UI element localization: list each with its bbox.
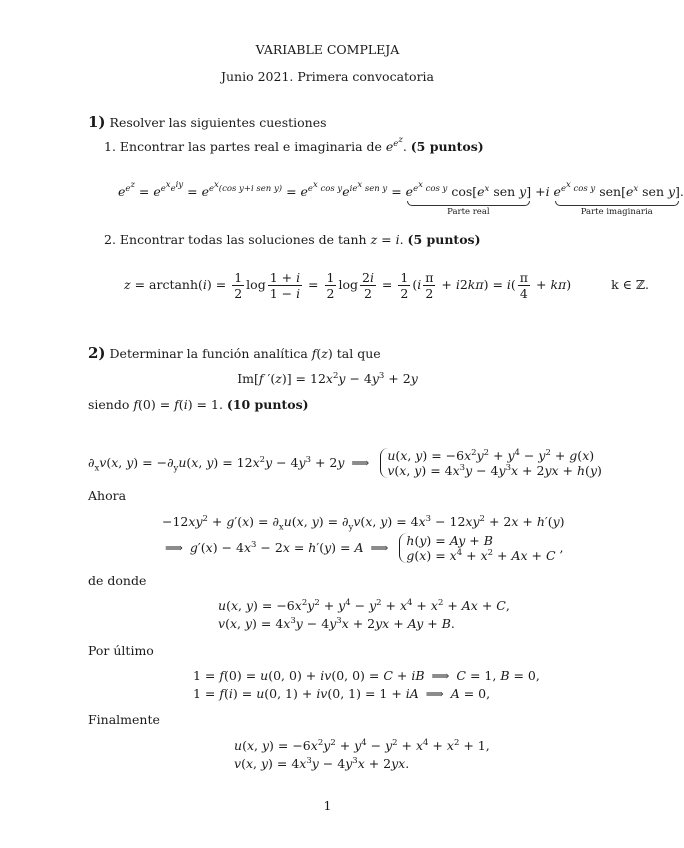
equation-im-condition: Im[f $'(z)] = 12x^2y - 4y^3 + 2y$ <box>237 370 418 386</box>
section-1-text: Resolver las siguientes cuestiones <box>109 115 327 130</box>
question-1-2: 2. Encontrar todas las soluciones de tanh z = i. (5 puntos) <box>104 232 481 247</box>
section-1-number: 1) <box>88 113 106 131</box>
equation-1-1: $e^{e^z} = e^{e^xe^{iy}} = e^{e^x(cos y+i sen y)} = e^{e^x cos y}e^{ie^x sen y} = e^{e^x cos y}$ $\cos[e^x$ sen y] Parte real +i $e^{e^x cos y}$ $sen[e^x$ sen y] Parte imaginaria . <box>118 180 684 217</box>
imaginary-part-label: Parte imaginaria <box>580 207 653 217</box>
label-de-donde: de donde <box>88 573 147 588</box>
section-2-number: 2) <box>88 344 106 362</box>
system-hg: h(y) = Ay + B $g(x) = x^4 + x^2 + Ax + C$ <box>399 533 555 563</box>
label-ahora: Ahora <box>88 488 127 503</box>
section-2-text-tail: tal que <box>336 346 381 361</box>
equation-f0: 1 = f(0) = u(0, 0) + iv(0, 0) = C + iB ⟹ C = 1, B = 0, <box>193 668 540 683</box>
section-2-heading: 2) Determinar la función analítica f(z) tal que <box>88 344 381 362</box>
equation-v-final: v(x, $y) = 4x^3y - 4y^3x + 2yx$. <box>234 755 410 771</box>
section-2-points: (10 puntos) <box>226 397 309 412</box>
label-por-ultimo: Por último <box>88 643 154 658</box>
label-finalmente: Finalmente <box>88 712 160 727</box>
solution-set: k ∈ ℤ. <box>611 277 649 292</box>
section-2-text: Determinar la función analítica <box>109 346 308 361</box>
equation-ahora-2: ⟹ $g'(x) - 4x^3 - 2x = h'(y) = A$ ⟹ h(y) = Ay + B $g(x) = x^4 + x^2 + Ax + C$ , <box>165 533 564 563</box>
document-title: VARIABLE COMPLEJA <box>255 42 400 57</box>
document-subtitle: Junio 2021. Primera convocatoria <box>221 69 434 84</box>
question-1-1-points: (5 puntos) <box>410 139 484 154</box>
question-1-2-text: 2. Encontrar todas las soluciones de tanh <box>104 232 367 247</box>
question-1-2-points: (5 puntos) <box>407 232 481 247</box>
question-1-1-text: 1. Encontrar las partes real e imaginaria de <box>104 139 382 154</box>
condition-line: siendo f(0) = f(i) = 1. (10 puntos) <box>88 397 309 412</box>
real-part-label: Parte real <box>447 207 490 217</box>
equation-cauchy-riemann: $\partial_xv(x$, $y) = -\partial_yu(x$, $y) = 12x^2y - 4y^3 + 2y$ ⟹ u(x, $y) = -6x^2y^2 + y^4 - y^2 + g(x)$ v(x, $y) = 4x^3y - 4y^3x + 2yx + h(y)$ <box>88 447 602 478</box>
section-1-heading <box>88 114 327 131</box>
system-uv: u(x, $y) = -6x^2y^2 + y^4 - y^2 + g(x)$ v(x, $y) = 4x^3y - 4y^3x + 2yx + h(y)$ <box>380 448 602 478</box>
real-part-brace: $e^{e^x cos y}$ $\cos[e^x$ sen y] Parte real <box>405 180 532 217</box>
equation-v: v(x, $y) = 4x^3y - 4y^3x + 2yx + Ay + B$. <box>218 615 455 631</box>
equation-ahora-1: $-12xy^2 + g'(x) = \partial_xu(x$, $y) = \partial_yv(x$, $y) = 4x^3 - 12xy^2 + 2x + h'(y)$ <box>162 513 565 533</box>
equation-u: u(x, $y) = -6x^2y^2 + y^4 - y^2 + x^4 + x^2 + Ax + C$, <box>218 597 510 613</box>
equation-u-final: u(x, $y) = -6x^2y^2 + y^4 - y^2 + x^4 + x^2 + 1$, <box>234 737 490 753</box>
equation-fi: 1 = f(i) = u(0, 1) + iv(0, 1) = 1 + iA ⟹ A = 0, <box>193 686 491 701</box>
equation-1-2: z = arctanh(i) = $\frac{1}{2}$ log $\frac{1 + i}{1 - i}$ = $\frac{1}{2}$ log $\frac{2i}{2}$ = $\frac{1}{2}$ (i $\frac{\pi}{2}$ + i2kπ) = i( $\frac{\pi}{4}$ + kπ) k ∈ ℤ. <box>124 270 649 301</box>
question-1-1: 1. Encontrar las partes real e imaginaria de $e^{e^z}$. (5 puntos) <box>104 135 484 154</box>
imaginary-part-brace: $e^{e^x cos y}$ $sen[e^x$ sen y] Parte imaginaria <box>553 180 680 217</box>
page-number: 1 <box>323 798 332 813</box>
condition-prefix: siendo <box>88 397 130 412</box>
